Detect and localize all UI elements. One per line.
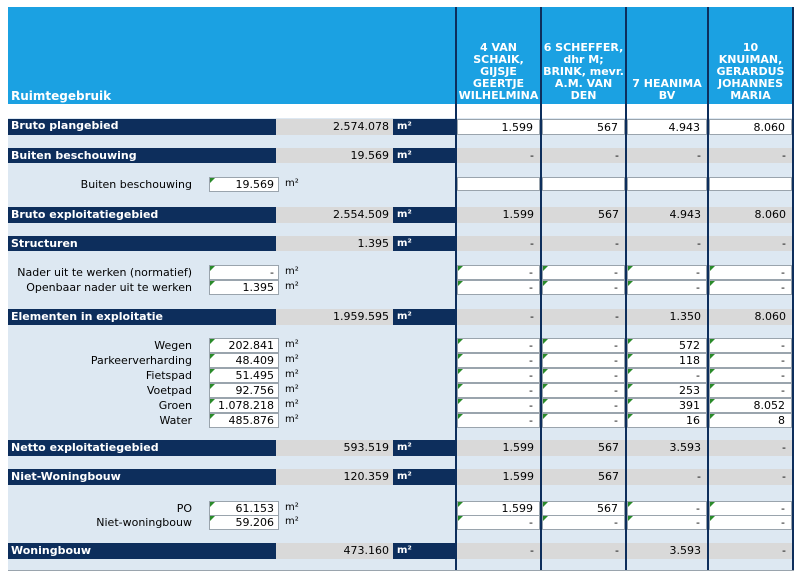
unit-label: m²	[393, 469, 455, 485]
corner-marker-icon	[458, 266, 463, 271]
unit-label: m²	[285, 516, 299, 527]
item-label: Buiten beschouwing	[80, 178, 192, 191]
section-bruto-exploitatiegebied-label: Bruto exploitatiegebied	[8, 207, 276, 223]
input-value[interactable]: 202.841	[209, 338, 279, 353]
corner-marker-icon	[210, 178, 215, 183]
table-title-cell	[8, 7, 455, 104]
cell	[542, 119, 625, 135]
corner-marker-icon	[628, 369, 633, 374]
cell: 1.599	[457, 501, 540, 516]
corner-marker-icon	[710, 281, 715, 286]
item-label: Nader uit te werken (normatief)	[17, 266, 192, 279]
corner-marker-icon	[210, 339, 215, 344]
unit-label: m²	[393, 309, 455, 325]
corner-marker-icon	[710, 369, 715, 374]
corner-marker-icon	[543, 266, 548, 271]
cell: 1.599	[457, 207, 540, 223]
unit-label: m²	[393, 440, 455, 456]
cell: 567	[542, 469, 625, 485]
column-header-1: 4 VAN SCHAIK, GIJSJE GEERTJE WILHELMINA	[457, 7, 540, 104]
cell: 3.593	[627, 440, 707, 456]
unit-label: m²	[285, 399, 299, 410]
section-niet-woningbouw-label: Niet-Woningbouw	[8, 469, 276, 485]
cell: -	[457, 398, 540, 413]
cell: -	[542, 353, 625, 368]
corner-marker-icon	[543, 369, 548, 374]
cell: -	[457, 265, 540, 280]
section-elementen-total: 1.959.595	[276, 309, 393, 325]
cell: -	[627, 469, 707, 485]
corner-marker-icon	[543, 502, 548, 507]
cell: -	[709, 265, 792, 280]
corner-marker-icon	[543, 516, 548, 521]
cell	[457, 177, 540, 191]
cell: 1.599	[457, 440, 540, 456]
corner-marker-icon	[628, 414, 633, 419]
cell: -	[709, 501, 792, 516]
cell: -	[542, 280, 625, 295]
cell: 567	[542, 440, 625, 456]
cell: -	[709, 440, 792, 456]
cell: -	[709, 280, 792, 295]
input-value[interactable]: 48.409	[209, 353, 279, 368]
cell: -	[709, 368, 792, 383]
input-value[interactable]: -	[209, 265, 279, 280]
corner-marker-icon	[710, 354, 715, 359]
cell: -	[709, 338, 792, 353]
corner-marker-icon	[710, 516, 715, 521]
unit-label: m²	[285, 178, 299, 189]
section-woningbouw-label: Woningbouw	[8, 543, 276, 559]
unit-label: m²	[285, 281, 299, 292]
cell	[709, 177, 792, 191]
corner-marker-icon	[710, 414, 715, 419]
corner-marker-icon	[628, 281, 633, 286]
cell: -	[709, 469, 792, 485]
corner-marker-icon	[458, 354, 463, 359]
corner-marker-icon	[210, 384, 215, 389]
cell: -	[457, 338, 540, 353]
cell: 391	[627, 398, 707, 413]
corner-marker-icon	[210, 516, 215, 521]
unit-label: m²	[393, 148, 455, 163]
corner-marker-icon	[458, 516, 463, 521]
cell: 8.060	[709, 309, 792, 325]
item-label: Voetpad	[146, 384, 192, 397]
unit-label: m²	[393, 543, 455, 559]
section-structuren-total: 1.395	[276, 236, 393, 251]
cell: -	[457, 309, 540, 325]
item-label: Niet-woningbouw	[96, 516, 192, 529]
cell: -	[627, 280, 707, 295]
item-label: Water	[159, 414, 192, 427]
section-structuren-label: Structuren	[8, 236, 276, 251]
column-header-4: 10 KNUIMAN, GERARDUS JOHANNES MARIA	[709, 7, 792, 104]
cell: -	[709, 236, 792, 251]
section-netto-label: Netto exploitatiegebied	[8, 440, 276, 456]
corner-marker-icon	[543, 399, 548, 404]
unit-label: m²	[285, 384, 299, 395]
cell: 253	[627, 383, 707, 398]
corner-marker-icon	[458, 502, 463, 507]
cell: -	[627, 148, 707, 163]
input-value[interactable]: 61.153	[209, 501, 279, 516]
cell: 4.943	[627, 207, 707, 223]
input-value[interactable]: 59.206	[209, 515, 279, 530]
cell	[627, 177, 707, 191]
cell: -	[457, 368, 540, 383]
unit-label: m²	[393, 207, 455, 223]
cell: -	[542, 309, 625, 325]
cell: -	[627, 515, 707, 530]
corner-marker-icon	[628, 339, 633, 344]
cell: -	[709, 383, 792, 398]
cell-value: 4.943	[668, 121, 700, 134]
section-elementen-label: Elementen in exploitatie	[8, 309, 276, 325]
corner-marker-icon	[628, 399, 633, 404]
corner-marker-icon	[543, 281, 548, 286]
corner-marker-icon	[543, 384, 548, 389]
cell: -	[627, 368, 707, 383]
cell: -	[627, 236, 707, 251]
section-niet-woningbouw-total: 120.359	[276, 469, 393, 485]
cell: -	[457, 543, 540, 559]
cell: -	[542, 543, 625, 559]
cell: -	[709, 148, 792, 163]
cell: 16	[627, 413, 707, 428]
corner-marker-icon	[458, 369, 463, 374]
corner-marker-icon	[458, 339, 463, 344]
unit-label: m²	[285, 369, 299, 380]
cell: -	[627, 501, 707, 516]
corner-marker-icon	[458, 414, 463, 419]
cell: -	[542, 413, 625, 428]
cell: -	[457, 280, 540, 295]
cell-value: 567	[597, 121, 618, 134]
item-label: Groen	[158, 399, 192, 412]
corner-marker-icon	[628, 516, 633, 521]
cell: 572	[627, 338, 707, 353]
section-buiten-beschouwing-total: 19.569	[276, 148, 393, 163]
section-netto-total: 593.519	[276, 440, 393, 456]
corner-marker-icon	[628, 502, 633, 507]
cell: -	[542, 148, 625, 163]
corner-marker-icon	[210, 369, 215, 374]
cell	[709, 119, 792, 135]
corner-marker-icon	[628, 266, 633, 271]
cell: 8.052	[709, 398, 792, 413]
corner-marker-icon	[543, 414, 548, 419]
table-title: Ruimtegebruik	[11, 89, 112, 103]
cell	[627, 119, 707, 135]
column-header-3: 7 HEANIMA BV	[627, 7, 707, 104]
cell: -	[542, 368, 625, 383]
item-label: Parkeerverharding	[90, 354, 192, 367]
cell: -	[542, 236, 625, 251]
header-spacer	[8, 104, 792, 118]
cell: -	[457, 413, 540, 428]
corner-marker-icon	[628, 354, 633, 359]
unit-label: m²	[285, 339, 299, 350]
corner-marker-icon	[628, 384, 633, 389]
cell: -	[709, 353, 792, 368]
cell	[457, 119, 540, 135]
cell: -	[457, 148, 540, 163]
corner-marker-icon	[543, 339, 548, 344]
section-bruto-plangebied-label: Bruto plangebied	[8, 119, 276, 135]
unit-label: m²	[393, 236, 455, 251]
column-header-2: 6 SCHEFFER, dhr M; BRINK, mevr. A.M. VAN DEN	[542, 7, 625, 104]
cell	[542, 177, 625, 191]
unit-label: m²	[285, 354, 299, 365]
corner-marker-icon	[210, 399, 215, 404]
cell: -	[542, 398, 625, 413]
cell-value: 8.060	[753, 121, 785, 134]
input-value[interactable]: 485.876	[209, 413, 279, 428]
cell: -	[627, 265, 707, 280]
cell: 1.350	[627, 309, 707, 325]
corner-marker-icon	[710, 266, 715, 271]
section-woningbouw-total: 473.160	[276, 543, 393, 559]
cell: -	[709, 515, 792, 530]
cell: 567	[542, 207, 625, 223]
cell: -	[709, 543, 792, 559]
cell-value: 1.599	[501, 121, 533, 134]
input-value[interactable]: 92.756	[209, 383, 279, 398]
input-value[interactable]: 1.395	[209, 280, 279, 295]
corner-marker-icon	[710, 502, 715, 507]
cell: 3.593	[627, 543, 707, 559]
corner-marker-icon	[210, 502, 215, 507]
cell: -	[542, 338, 625, 353]
cell: -	[457, 353, 540, 368]
cell: 8.060	[709, 207, 792, 223]
corner-marker-icon	[210, 354, 215, 359]
item-label: Wegen	[154, 339, 192, 352]
cell: -	[542, 383, 625, 398]
section-buiten-beschouwing-label: Buiten beschouwing	[8, 148, 276, 163]
cell: 1.599	[457, 469, 540, 485]
corner-marker-icon	[710, 384, 715, 389]
cell: -	[457, 383, 540, 398]
corner-marker-icon	[210, 414, 215, 419]
cell: 118	[627, 353, 707, 368]
corner-marker-icon	[458, 384, 463, 389]
corner-marker-icon	[210, 266, 215, 271]
unit-label: m²	[393, 119, 455, 135]
input-value[interactable]: 1.078.218	[209, 398, 279, 413]
corner-marker-icon	[458, 281, 463, 286]
corner-marker-icon	[543, 354, 548, 359]
bottom-border	[8, 570, 794, 571]
column-divider	[792, 7, 794, 570]
corner-marker-icon	[210, 281, 215, 286]
cell: 567	[542, 501, 625, 516]
corner-marker-icon	[710, 339, 715, 344]
unit-label: m²	[285, 266, 299, 277]
cell: -	[457, 515, 540, 530]
item-label: Openbaar nader uit te werken	[26, 281, 192, 294]
corner-marker-icon	[710, 399, 715, 404]
cell: -	[542, 265, 625, 280]
input-value[interactable]: 19.569	[209, 177, 279, 192]
cell: 8	[709, 413, 792, 428]
unit-label: m²	[285, 502, 299, 513]
item-label: PO	[176, 502, 192, 515]
cell: -	[457, 236, 540, 251]
cell: -	[542, 515, 625, 530]
input-value[interactable]: 51.495	[209, 368, 279, 383]
section-bruto-exploitatiegebied-total: 2.554.509	[276, 207, 393, 223]
section-bruto-plangebied-total: 2.574.078	[276, 119, 393, 135]
corner-marker-icon	[458, 399, 463, 404]
item-label: Fietspad	[145, 369, 192, 382]
unit-label: m²	[285, 414, 299, 425]
